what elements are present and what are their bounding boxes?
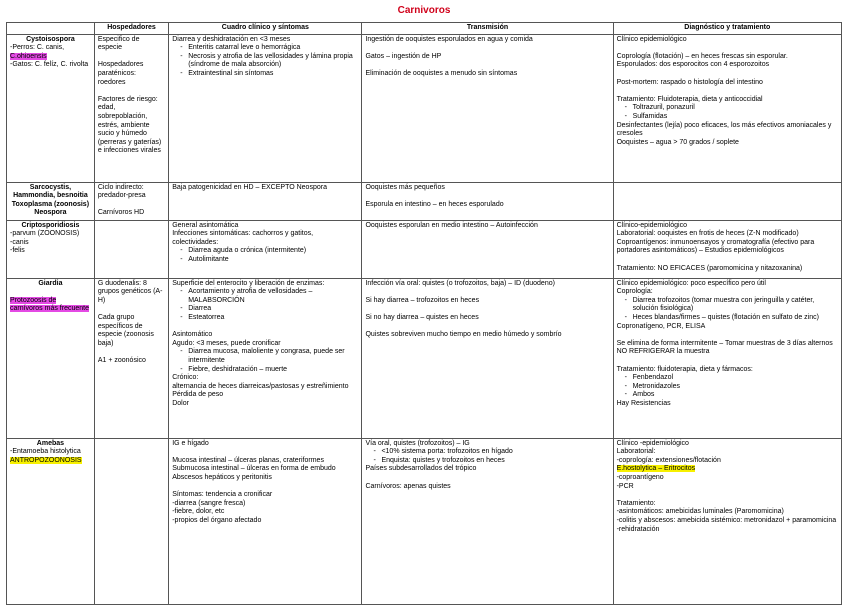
text-line: Vía oral, quistes (trofozoitos) – IG bbox=[365, 439, 470, 447]
cell-transmission bbox=[362, 34, 613, 182]
highlight-text: E.hostolytica – Eritrocitos bbox=[616, 465, 696, 473]
cell-hosts bbox=[94, 278, 168, 438]
cell-clinical bbox=[169, 34, 362, 182]
spacer bbox=[98, 348, 165, 357]
text-line: -colitis y abscesos: amebicida sistémico: metronidazol + paramomicina bbox=[616, 516, 837, 524]
text-line: Asintomático bbox=[172, 331, 213, 339]
text-line: Factores de riesgo: edad, sobrepoblación, estrés, ambiente sucio y húmedo (perreras y gaterías) e infecciones virales bbox=[97, 95, 164, 155]
text-block bbox=[617, 280, 838, 297]
spacer bbox=[98, 87, 165, 96]
bullet-item: - Diarrea bbox=[172, 305, 358, 314]
text-line: Gatos – ingestión de HP bbox=[365, 52, 442, 60]
cell-diagnosis bbox=[613, 34, 841, 182]
spacer bbox=[617, 491, 838, 500]
bullet-item: - Enquista: quistes y trofozoitos en heces bbox=[365, 457, 609, 466]
cell-transmission bbox=[362, 220, 613, 278]
text-line: Síntomas: tendencia a cronificar bbox=[172, 491, 273, 499]
bullet-item: - Extraintestinal sin síntomas bbox=[172, 70, 358, 79]
text-line: Ooquistes – agua > 70 grados / soplete bbox=[616, 138, 739, 146]
text-line: Si hay diarrea – trofozoitos en heces bbox=[365, 296, 480, 304]
header-cell-hosts: Hospedadores bbox=[94, 23, 168, 35]
text-block bbox=[617, 474, 838, 534]
host-species-list bbox=[10, 230, 91, 256]
cell-agent bbox=[7, 34, 95, 182]
cell-diagnosis bbox=[613, 278, 841, 438]
text-line: Carnívoros HD bbox=[97, 209, 145, 217]
text-line: Países subdesarrollados del trópico bbox=[365, 465, 477, 473]
text-line: -canis bbox=[10, 238, 29, 246]
cell-agent bbox=[7, 438, 95, 604]
spacer bbox=[365, 61, 609, 70]
spacer bbox=[365, 288, 609, 297]
cell-agent bbox=[7, 182, 95, 220]
cell-hosts bbox=[94, 34, 168, 182]
spacer bbox=[172, 483, 358, 492]
spacer bbox=[365, 474, 609, 483]
text-line: Cada grupo específicos de especie (zoonosis baja) bbox=[97, 313, 156, 347]
text-line: NO REFRIGERAR la muestra bbox=[616, 348, 710, 356]
bullet-item: - Acortamiento y atrofia de vellosidades – MALABSORCIÓN bbox=[172, 288, 358, 305]
row-criptosporidiosis bbox=[7, 220, 842, 278]
bullet-list bbox=[172, 288, 358, 322]
bullet-list bbox=[365, 448, 609, 465]
spacer bbox=[365, 44, 609, 53]
text-line: Clínico -epidemiológico bbox=[616, 439, 689, 447]
text-line: Si no hay diarrea – quistes en heces bbox=[365, 313, 479, 321]
text-line: Tratamiento: NO EFICACES (paromomicina y nitazoxanina) bbox=[616, 264, 803, 272]
text-line: Esporulados: dos esporocitos con 4 esporozoitos bbox=[616, 61, 770, 69]
text-line: -rehidratación bbox=[616, 525, 660, 533]
text-line: Agudo: <3 meses, puede cronificar bbox=[172, 339, 281, 347]
text-line: Laboratorial: bbox=[616, 448, 656, 456]
text-line: Infección vía oral: quistes (o trofozoitos, baja) – ID (duodeno) bbox=[365, 279, 555, 287]
spacer bbox=[617, 44, 838, 53]
text-block bbox=[617, 36, 838, 105]
text-line: -coprología: extensiones/flotación bbox=[616, 456, 721, 464]
text-line: Tratamiento: fluidoterapia, dieta y fármacos: bbox=[616, 365, 753, 373]
text-line: Tratamiento: bbox=[616, 499, 656, 507]
cell-hosts bbox=[94, 182, 168, 220]
bullet-item: - Necrosis y atrofia de las vellosidades y lámina propia (síndrome de mala absorción) bbox=[172, 53, 358, 70]
cell-transmission bbox=[362, 278, 613, 438]
bullet-list bbox=[617, 104, 838, 121]
text-line: Clínico epidemiológico: poco específico pero útil bbox=[616, 279, 766, 287]
text-line: Se elimina de forma intermitente – Tomar muestras de 3 días alternos bbox=[616, 339, 833, 347]
spacer bbox=[617, 256, 838, 265]
text-line: Hospedadores paraténicos: roedores bbox=[97, 61, 146, 86]
text-line: Coprología (flotación) – en heces frescas sin esporular. bbox=[616, 52, 788, 60]
cell-diagnosis bbox=[613, 438, 841, 604]
text-line: Desinfectantes (lejía) poco eficaces, los más efectivos amoniacales y cresoles bbox=[616, 121, 834, 138]
text-block bbox=[365, 465, 609, 491]
text-line: -propios del órgano afectado bbox=[172, 516, 262, 524]
bullet-item: - Autolimitante bbox=[172, 256, 358, 265]
text-line: Tratamiento: Fluidoterapia, dieta y anticoccidial bbox=[616, 95, 763, 103]
spacer bbox=[98, 53, 165, 62]
text-line: Laboratorial: ooquistes en frotis de heces (Z-N modificado) bbox=[616, 230, 799, 238]
text-block bbox=[172, 323, 358, 349]
spacer bbox=[172, 448, 358, 457]
header-cell-agent bbox=[7, 23, 95, 35]
text-block bbox=[617, 400, 838, 409]
cell-clinical bbox=[169, 182, 362, 220]
agent-name: Amebas bbox=[36, 439, 65, 447]
bullet-item: - Heces blandas/firmes – quistes (flotación en sulfato de zinc) bbox=[617, 314, 838, 323]
bullet-item: - Sulfamidas bbox=[617, 113, 838, 122]
highlight-text: ANTROPOZOONOSIS bbox=[10, 456, 82, 464]
spacer bbox=[617, 70, 838, 79]
text-line: Pérdida de peso bbox=[172, 391, 224, 399]
bullet-list bbox=[172, 247, 358, 264]
bullet-item: - Fenbendazol bbox=[617, 374, 838, 383]
bullet-list bbox=[172, 44, 358, 78]
text-line: alternancia de heces diarreicas/pastosas y estreñimiento bbox=[172, 382, 349, 390]
bullet-list bbox=[617, 374, 838, 400]
bullet-item: - Fiebre, deshidratación – muerte bbox=[172, 366, 358, 375]
text-line: Ingestión de ooquistes esporulados en agua y comida bbox=[365, 35, 533, 43]
bullet-item: - Enteritis catarral leve o hemorrágica bbox=[172, 44, 358, 53]
parasite-table bbox=[6, 22, 842, 605]
text-line: Carnívoros: apenas quistes bbox=[365, 482, 451, 490]
bullet-item: - Diarrea aguda o crónica (intermitente) bbox=[172, 247, 358, 256]
text-block bbox=[172, 374, 358, 408]
cell-hosts bbox=[94, 220, 168, 278]
row-sarcocystis bbox=[7, 182, 842, 220]
text-line: Infecciones sintomáticas: cachorros y gatitos, colectividades: bbox=[172, 230, 316, 246]
text-line: Abscesos hepáticos y peritonitis bbox=[172, 473, 272, 481]
spacer bbox=[365, 192, 609, 201]
header-row bbox=[7, 23, 842, 35]
spacer bbox=[365, 323, 609, 332]
text-line: Esporula en intestino – en heces esporulado bbox=[365, 200, 504, 208]
spacer bbox=[617, 87, 838, 96]
text-line: Quistes sobreviven mucho tiempo en medio húmedo y sombrío bbox=[365, 331, 562, 339]
highlight-text: C.ohioensis bbox=[10, 52, 47, 60]
header-cell-transmission: Transmisión bbox=[362, 23, 613, 35]
text-line: Submucosa intestinal – úlceras en forma de embudo bbox=[172, 465, 336, 473]
spacer bbox=[617, 331, 838, 340]
cell-clinical bbox=[169, 278, 362, 438]
spacer bbox=[617, 357, 838, 366]
text-line: -parvum (ZOONOSIS) bbox=[10, 230, 80, 238]
text-line: Mucosa intestinal – úlceras planas, crateriformes bbox=[172, 456, 324, 464]
agent-name: Cystoisospora bbox=[26, 35, 75, 43]
bullet-item: - <10% sistema porta: trofozoitos en hígado bbox=[365, 448, 609, 457]
text-line: G duodenalis: 8 grupos genéticos (A-H) bbox=[97, 279, 163, 304]
bullet-item: - Ambos bbox=[617, 391, 838, 400]
agent-name: Criptosporidiosis bbox=[21, 221, 80, 229]
text-line: Coproantígenos: inmunoensayos y cromatografía (efectivo para portadores asintomáticos) – Estudios epidemiológicos bbox=[616, 238, 817, 255]
text-line: Eliminación de ooquistes a menudo sin síntomas bbox=[365, 69, 518, 77]
text-line: -felis bbox=[10, 247, 25, 255]
text-line: Superficie del enterocito y liberación de enzimas: bbox=[172, 279, 325, 287]
spacer bbox=[98, 201, 165, 210]
host-species: -Perros: C. canis, bbox=[10, 44, 65, 52]
cell-clinical bbox=[169, 220, 362, 278]
text-line: Especifico de especie bbox=[97, 35, 142, 52]
bullet-list bbox=[617, 297, 838, 323]
highlight-text: Protozoosis de carnívoros más frecuente bbox=[10, 296, 89, 313]
cell-clinical bbox=[169, 438, 362, 604]
text-line: Ciclo indirecto: predador-presa bbox=[97, 183, 146, 200]
text-line: Hay Resistencias bbox=[616, 399, 671, 407]
text-block bbox=[172, 222, 358, 248]
spacer bbox=[98, 305, 165, 314]
bullet-list bbox=[172, 348, 358, 374]
text-line: A1 + zoonósico bbox=[97, 356, 146, 364]
text-line: -asintomáticos: amebicidas luminales (Paromomicina) bbox=[616, 508, 784, 516]
agent-name: Giardia bbox=[38, 279, 63, 287]
cell-agent bbox=[7, 220, 95, 278]
bullet-item: - Toltrazuril, ponazuril bbox=[617, 104, 838, 113]
text-line: Coprología: bbox=[616, 288, 653, 296]
cell-diagnosis bbox=[613, 182, 841, 220]
cell-hosts bbox=[94, 438, 168, 604]
text-line: General asintomática bbox=[172, 221, 239, 229]
spacer bbox=[365, 305, 609, 314]
bullet-item: - Metronidazoles bbox=[617, 383, 838, 392]
header-cell-clinical: Cuadro clínico y síntomas bbox=[169, 23, 362, 35]
text-line: Clínico epidemiológico bbox=[616, 35, 687, 43]
cell-agent bbox=[7, 278, 95, 438]
text-line: IG e hígado bbox=[172, 439, 209, 447]
bullet-item: - Diarrea trofozoitos (tomar muestra con jeringuilla y catéter, solución fisiológica) bbox=[617, 297, 838, 314]
cell-transmission bbox=[362, 182, 613, 220]
text-line: Copronatígeno, PCR, ELISA bbox=[616, 322, 706, 330]
text-block bbox=[617, 323, 838, 375]
bullet-item: - Diarrea mucosa, maloliente y congrasa, puede ser intermitente bbox=[172, 348, 358, 365]
text-line: -PCR bbox=[616, 482, 634, 490]
text-line: Diarrea y deshidratación en <3 meses bbox=[172, 35, 291, 43]
agent-name: Sarcocystis, Hammondia, besnoitia Toxoplasma (zoonosis) Neospora bbox=[11, 183, 90, 217]
text-line: Ooquistes esporulan en medio intestino – Autoinfección bbox=[365, 221, 538, 229]
text-line: Ooquistes más pequeños bbox=[365, 183, 445, 191]
host-species: -Entamoeba histolytica bbox=[10, 448, 81, 456]
text-line: Baja patogenicidad en HD – EXCEPTO Neospora bbox=[172, 183, 327, 191]
text-line: Crónico: bbox=[172, 374, 199, 382]
row-amebas bbox=[7, 438, 842, 604]
text-block bbox=[617, 122, 838, 148]
text-line: Dolor bbox=[172, 399, 189, 407]
cell-transmission bbox=[362, 438, 613, 604]
cell-diagnosis bbox=[613, 220, 841, 278]
bullet-item: - Esteatorrea bbox=[172, 314, 358, 323]
host-species: -Gatos: C. felíz, C. rivolta bbox=[10, 61, 89, 69]
text-line: Clínico-epidemiológico bbox=[616, 221, 687, 229]
text-line: Post-mortem: raspado o histología del intestino bbox=[616, 78, 763, 86]
text-line: -diarrea (sangre fresca) bbox=[172, 499, 246, 507]
text-block bbox=[617, 440, 838, 466]
text-line: -coproantígeno bbox=[616, 473, 664, 481]
text-line: -fiebre, dolor, etc bbox=[172, 508, 225, 516]
row-cystoisospora bbox=[7, 34, 842, 182]
spacer bbox=[172, 323, 358, 332]
header-cell-diagnosis: Diagnóstico y tratamiento bbox=[613, 23, 841, 35]
page-title: Carnivoros bbox=[397, 5, 451, 16]
row-giardia bbox=[7, 278, 842, 438]
